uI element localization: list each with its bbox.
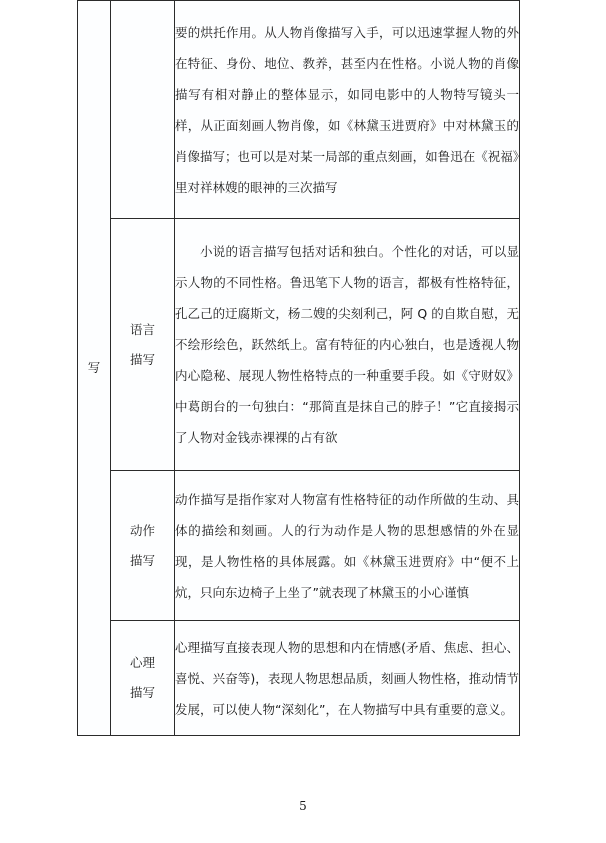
table-row xyxy=(78,471,520,621)
row-label-line: 描写 xyxy=(129,685,155,700)
row-span-label-cell xyxy=(78,1,111,736)
row-label-cell-0 xyxy=(111,1,175,219)
row-label-line: 语言 xyxy=(129,321,155,337)
row-label-line: 心理 xyxy=(129,655,155,670)
row-body-text-3: 心理描写直接表现人物的思想和内在情感(矛盾、焦虑、担心、喜悦、兴奋等)，表现人物思想品质，刻画人物性格，推动情节发展，可以使人物“深刻化”，在人物描写中具有重要的意义。 xyxy=(175,639,519,717)
table-row xyxy=(78,1,520,219)
table-row xyxy=(78,621,520,736)
row-body-cell-2 xyxy=(175,471,520,621)
row-label-cell-2 xyxy=(111,471,175,621)
page-number xyxy=(0,799,606,813)
row-label-line: 动作 xyxy=(129,522,155,538)
page-number-text: 5 xyxy=(299,799,307,813)
row-body-text-2: 动作描写是指作家对人物富有性格特征的动作所做的生动、具体的描绘和刻画。人的行为动作是人物的思想感情的外在显现，是人物性格的具体展露。如《林黛玉进贾府》中“便不上炕，只向东边椅子上坐了”就表现了林黛玉的小心谨慎 xyxy=(175,491,519,600)
row-label-line: 描写 xyxy=(129,552,155,568)
row-span-label-text: 写 xyxy=(87,359,101,375)
row-body-text-0: 要的烘托作用。从人物肖像描写入手，可以迅速掌握人物的外在特征、身份、地位、教养，甚至内在性格。小说人物的肖像描写有相对静止的整体显示，如同电影中的人物特写镜头一样，从正面刻画人物肖像，如《林黛玉进贾府》中对林黛玉的肖像描写；也可以是对某一局部的重点刻画，如鲁迅在《祝福》里对祥林嫂的眼神的三次描写 xyxy=(175,24,519,195)
row-body-cell-0 xyxy=(175,1,520,219)
row-label-cell-3 xyxy=(111,621,175,736)
row-body-cell-3 xyxy=(175,621,520,736)
row-body-cell-1 xyxy=(175,219,520,471)
row-label-line: 描写 xyxy=(129,351,155,367)
description-methods-table xyxy=(77,0,520,736)
row-label-cell-1 xyxy=(111,219,175,471)
table-row xyxy=(78,219,520,471)
row-body-text-1: 小说的语言描写包括对话和独白。个性化的对话，可以显示人物的不同性格。鲁迅笔下人物的语言，都极有性格特征，孔乙己的迂腐斯文，杨二嫂的尖刻利己，阿 Q 的自欺自慰，无不绘形绘色，跃然纸上。富有特征的内心独白，也是透视人物内心隐秘、展现人物性格特点的一种重要手段。如《守财奴》中葛朗台的一句独白：“那简直是抹自己的脖子！”它直接揭示了人物对金钱赤裸裸的占有欲 xyxy=(175,244,519,445)
